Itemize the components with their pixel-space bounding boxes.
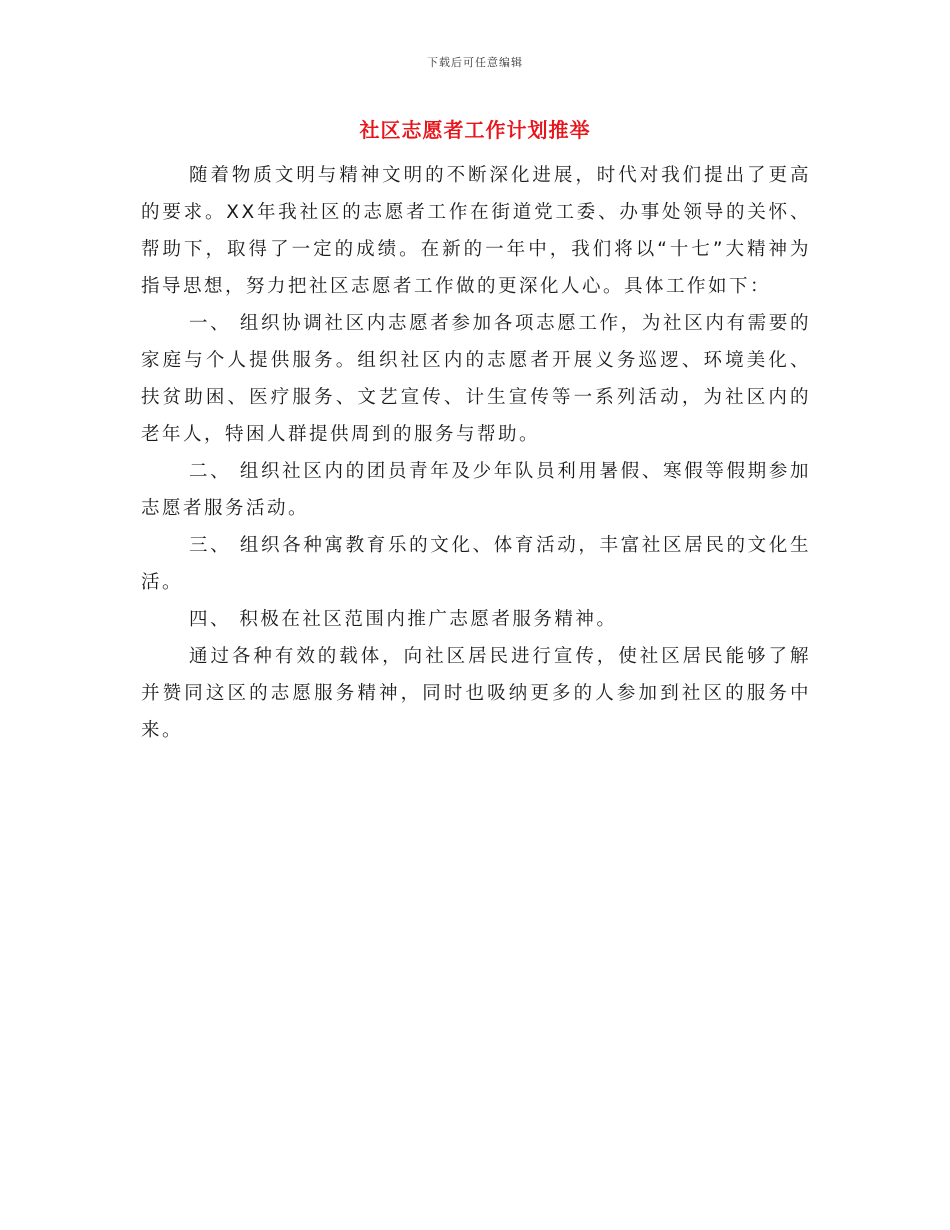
paragraph-item-2: 二、 组织社区内的团员青年及少年队员利用暑假、寒假等假期参加志愿者服务活动。 — [141, 461, 811, 519]
paragraph-item-4: 四、 积极在社区范围内推广志愿者服务精神。 — [189, 609, 618, 630]
paragraph-item-3: 三、 组织各种寓教育乐的文化、体育活动，丰富社区居民的文化生活。 — [141, 535, 811, 593]
paragraph-intro: 随着物质文明与精神文明的不断深化进展，时代对我们提出了更高的要求。XX年我社区的志愿者工作在街道党工委、办事处领导的关怀、帮助下，取得了一定的成绩。在新的一年中，我们将以“十七”大精神为指导思想，努力把社区志愿者工作做的更深化人心。具体工作如下： — [141, 165, 811, 297]
document-title: 社区志愿者工作计划推举 — [359, 118, 591, 142]
header-note: 下载后可任意编辑 — [427, 56, 523, 69]
document-body — [141, 157, 811, 749]
paragraph-item-1: 一、 组织协调社区内志愿者参加各项志愿工作，为社区内有需要的家庭与个人提供服务。组织社区内的志愿者开展义务巡逻、环境美化、扶贫助困、医疗服务、文艺宣传、计生宣传等一系列活动，为社区内的老年人，特困人群提供周到的服务与帮助。 — [141, 313, 811, 445]
paragraph-conclusion: 通过各种有效的载体，向社区居民进行宣传，使社区居民能够了解并赞同这区的志愿服务精神，同时也吸纳更多的人参加到社区的服务中来。 — [141, 646, 811, 741]
